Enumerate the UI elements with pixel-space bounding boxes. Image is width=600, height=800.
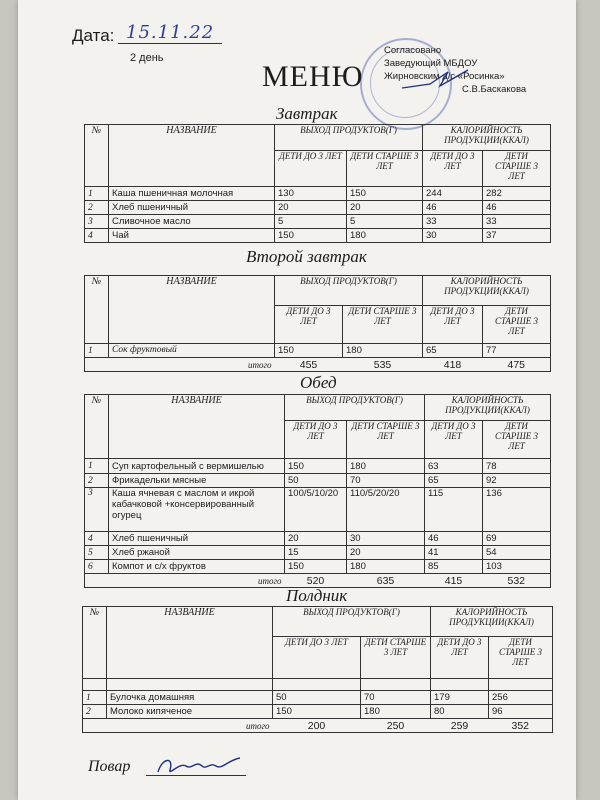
col-output: ВЫХОД ПРОДУКТОВ(Г)	[285, 395, 425, 421]
table-row: 4 Хлеб пшеничный 20 30 46 69	[85, 532, 551, 546]
cook-signature	[152, 752, 244, 778]
col-name: НАЗВАНИЕ	[109, 395, 285, 459]
col-over3: ДЕТИ СТАРШЕ 3 ЛЕТ	[347, 421, 425, 459]
col-over3: ДЕТИ СТАРШЕ 3 ЛЕТ	[489, 637, 553, 679]
col-calories: КАЛОРИЙНОСТЬ ПРОДУКЦИИ(ККАЛ)	[425, 395, 551, 421]
col-under3: ДЕТИ ДО 3 ЛЕТ	[275, 306, 343, 344]
table-row: 4 Чай 150 180 30 37	[85, 229, 551, 243]
total-row: итого 200 250 259 352	[83, 719, 553, 733]
col-over3: ДЕТИ СТАРШЕ 3 ЛЕТ	[343, 306, 423, 344]
total-row: итого 520 635 415 532	[85, 574, 551, 588]
table-row: 3 Сливочное масло 5 5 33 33	[85, 215, 551, 229]
col-under3: ДЕТИ ДО 3 ЛЕТ	[423, 306, 483, 344]
lunch-table	[84, 394, 551, 588]
col-under3: ДЕТИ ДО 3 ЛЕТ	[423, 151, 483, 187]
table-row: 2 Фрикадельки мясные 50 70 65 92	[85, 474, 551, 488]
col-num: №	[85, 276, 109, 344]
approval-line: Заведующий МБДОУ	[384, 58, 478, 69]
col-calories: КАЛОРИЙНОСТЬ ПРОДУКЦИИ(ККАЛ)	[423, 125, 551, 151]
col-num: №	[83, 607, 107, 679]
table-row: 3 Каша ячневая с маслом и икрой кабачковой +консервированный огурец 100/5/10/20 110/5/20/20 115 136	[85, 488, 551, 532]
approval-line: Согласовано	[384, 45, 442, 56]
breakfast-table	[84, 124, 551, 243]
col-over3: ДЕТИ СТАРШЕ 3 ЛЕТ	[483, 151, 551, 187]
table-row: 1 Суп картофельный с вермишелью 150 180 63 78	[85, 459, 551, 474]
col-output: ВЫХОД ПРОДУКТОВ(Г)	[275, 276, 423, 306]
col-calories: КАЛОРИЙНОСТЬ ПРОДУКЦИИ(ККАЛ)	[423, 276, 551, 306]
col-over3: ДЕТИ СТАРШЕ 3 ЛЕТ	[347, 151, 423, 187]
col-under3: ДЕТИ ДО 3 ЛЕТ	[431, 637, 489, 679]
col-num: №	[85, 125, 109, 187]
table-row: 1 Каша пшеничная молочная 130 150 244 282	[85, 187, 551, 201]
table-row: 1 Сок фруктовый 150 180 65 77	[85, 344, 551, 358]
col-over3: ДЕТИ СТАРШЕ 3 ЛЕТ	[483, 421, 551, 459]
section-title-lunch: Обед	[300, 373, 337, 392]
date-label: Дата:	[72, 26, 115, 45]
cook-label: Повар	[88, 758, 131, 775]
approval-line: С.В.Баскакова	[462, 84, 527, 95]
col-under3: ДЕТИ ДО 3 ЛЕТ	[273, 637, 361, 679]
snack-table	[82, 606, 553, 733]
table-row: 5 Хлеб ржаной 15 20 41 54	[85, 546, 551, 560]
col-under3: ДЕТИ ДО 3 ЛЕТ	[285, 421, 347, 459]
col-num: №	[85, 395, 109, 459]
col-name: НАЗВАНИЕ	[107, 607, 273, 679]
col-under3: ДЕТИ ДО 3 ЛЕТ	[275, 151, 347, 187]
head-signature	[400, 66, 470, 92]
col-under3: ДЕТИ ДО 3 ЛЕТ	[425, 421, 483, 459]
col-name: НАЗВАНИЕ	[109, 276, 275, 344]
approval-line: Жирновским д/с «Росинка»	[384, 71, 505, 82]
col-over3: ДЕТИ СТАРШЕ 3 ЛЕТ	[361, 637, 431, 679]
second-breakfast-table	[84, 275, 551, 372]
total-row: итого 455 535 418 475	[85, 358, 551, 372]
day-label: 2 день	[130, 52, 164, 64]
section-title-snack: Полдник	[286, 586, 348, 605]
table-row: 6 Компот и с/х фруктов 150 180 85 103	[85, 560, 551, 574]
date-underline	[118, 43, 222, 44]
section-title-second-breakfast: Второй завтрак	[246, 247, 367, 266]
table-row: 2 Молоко кипяченое 150 180 80 96	[83, 705, 553, 719]
col-output: ВЫХОД ПРОДУКТОВ(Г)	[273, 607, 431, 637]
col-name: НАЗВАНИЕ	[109, 125, 275, 187]
section-title-breakfast: Завтрак	[276, 104, 338, 123]
page-title: МЕНЮ	[262, 60, 364, 93]
table-row: 2 Хлеб пшеничный 20 20 46 46	[85, 201, 551, 215]
table-row: 1 Булочка домашняя 50 70 179 256	[83, 691, 553, 705]
col-output: ВЫХОД ПРОДУКТОВ(Г)	[275, 125, 423, 151]
date-value: 15.11.22	[126, 22, 215, 43]
col-calories: КАЛОРИЙНОСТЬ ПРОДУКЦИИ(ККАЛ)	[431, 607, 553, 637]
col-over3: ДЕТИ СТАРШЕ 3 ЛЕТ	[483, 306, 551, 344]
